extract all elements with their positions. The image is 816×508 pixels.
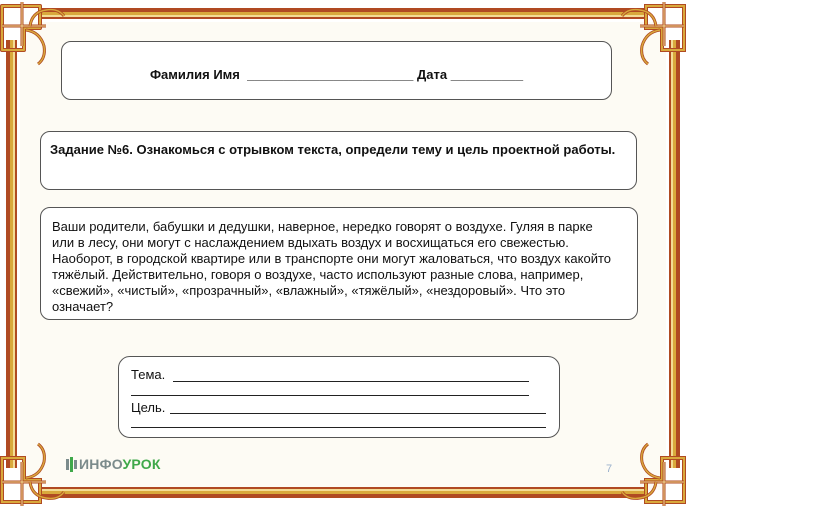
goal-label: Цель. xyxy=(131,400,166,415)
logo-text-part1: ИНФО xyxy=(79,456,123,472)
logo-text-part2: УРОК xyxy=(122,456,161,472)
infourok-logo xyxy=(66,456,161,472)
passage-box xyxy=(40,207,638,320)
name-date-box xyxy=(61,41,612,100)
date-label: Дата xyxy=(417,67,448,82)
date-blank[interactable]: __________ xyxy=(450,67,524,82)
goal-answer-line[interactable] xyxy=(170,413,546,414)
page-number: 7 xyxy=(606,463,613,475)
passage-line: Наоборот, в городской квартире или в транспорте они могут жаловаться, что воздух какойто xyxy=(52,251,611,266)
passage-line: означает? xyxy=(52,299,114,314)
topic-answer-line[interactable] xyxy=(173,381,529,382)
logo-text xyxy=(79,456,161,472)
logo-mark-icon xyxy=(66,457,77,472)
task-title: Задание №6. Ознакомься с отрывком текста, определи тему и цель проектной работы. xyxy=(50,142,616,157)
passage-line: тяжёлый. Действительно, говоря о воздухе, часто используют разные слова, например, xyxy=(52,267,584,282)
name-date-line xyxy=(62,67,611,82)
topic-answer-line-2[interactable] xyxy=(131,395,529,396)
task-box xyxy=(40,131,637,190)
surname-name-label: Фамилия Имя xyxy=(149,67,240,82)
name-blank[interactable]: _______________________ xyxy=(247,67,414,82)
passage-line: «свежий», «чистый», «прозрачный», «влажный», «тяжёлый», «нездоровый». Что это xyxy=(52,283,566,298)
goal-answer-line-2[interactable] xyxy=(131,427,546,428)
answer-box xyxy=(118,356,560,438)
topic-label: Тема. xyxy=(131,367,166,382)
passage-line: или в лесу, они могут с наслаждением вдыхать воздух и восхищаться его свежестью. xyxy=(52,235,569,250)
passage-line: Ваши родители, бабушки и дедушки, наверное, нередко говорят о воздухе. Гуляя в парке xyxy=(52,219,593,234)
